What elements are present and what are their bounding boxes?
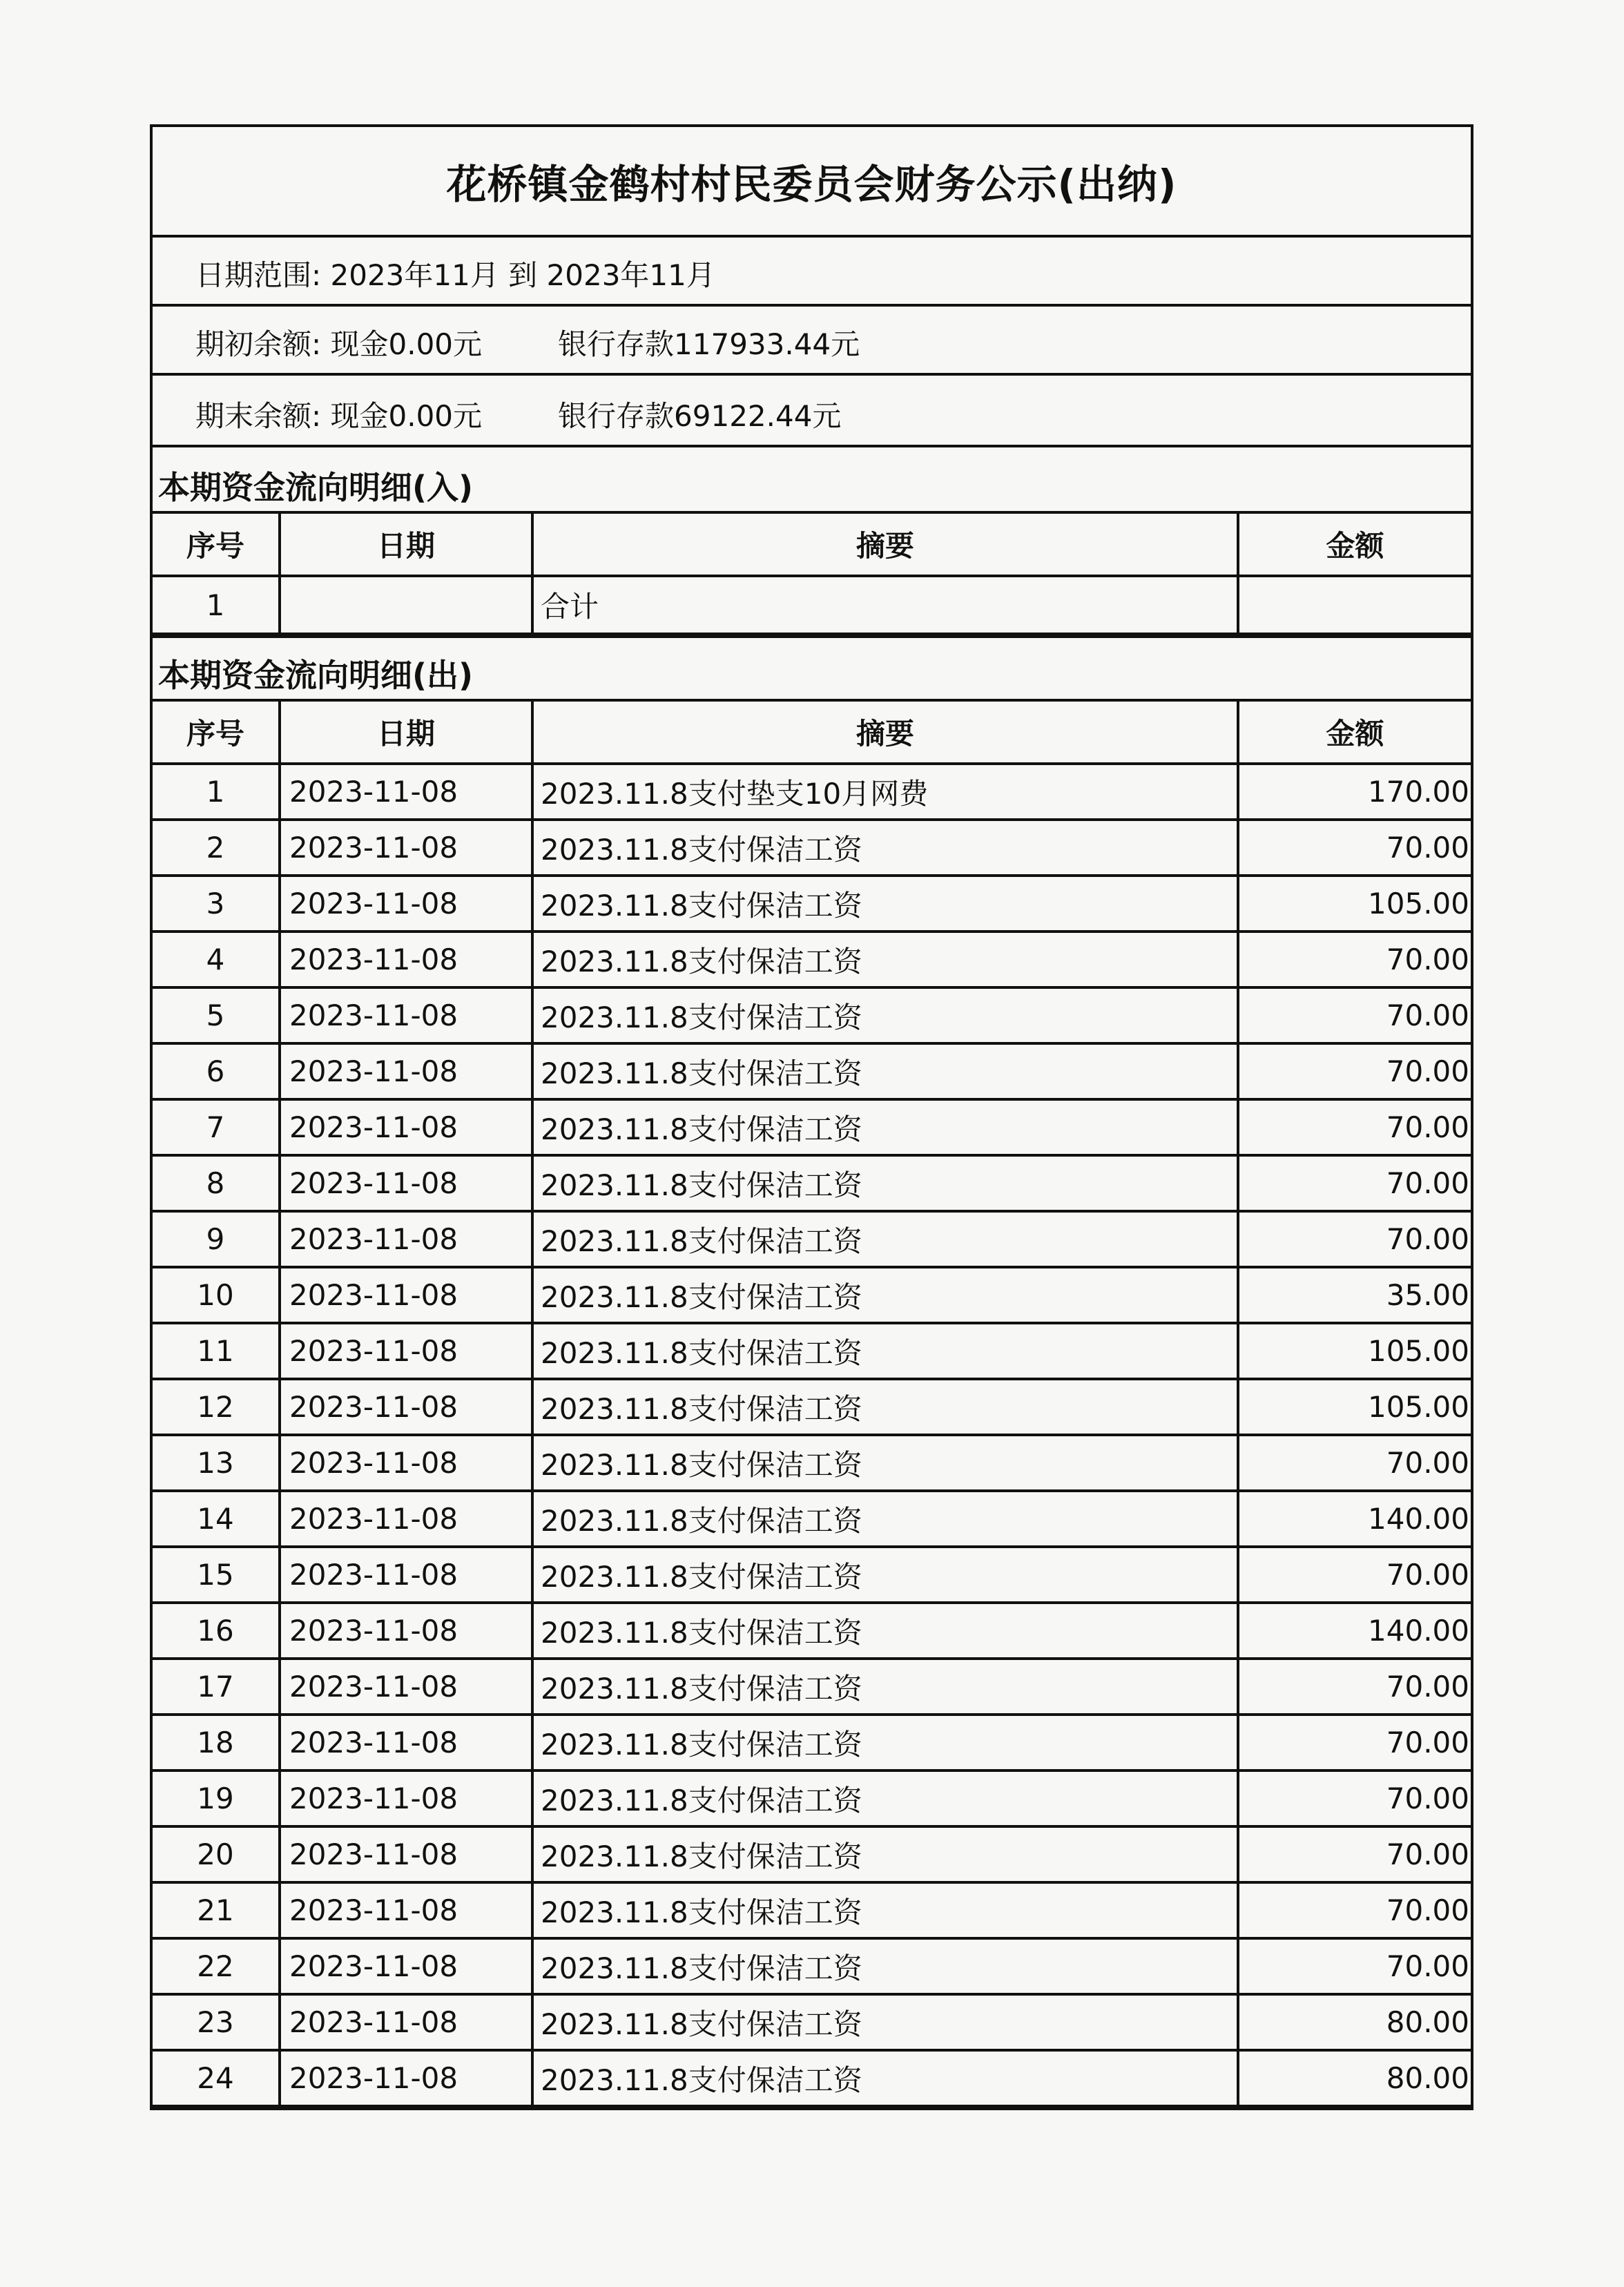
row-amount: 105.00 xyxy=(1238,876,1471,932)
row-number: 14 xyxy=(153,1491,280,1547)
table-row xyxy=(153,1043,1471,1099)
finance-disclosure-sheet xyxy=(150,124,1473,2110)
row-amount: 70.00 xyxy=(1238,1826,1471,1882)
row-number: 1 xyxy=(153,764,280,820)
row-number: 8 xyxy=(153,1155,280,1211)
row-number: 23 xyxy=(153,1994,280,2050)
table-row xyxy=(153,1770,1471,1826)
row-description: 2023.11.8支付保洁工资 xyxy=(532,1323,1238,1379)
date-range-row xyxy=(153,238,1471,307)
opening-cash: 期初余额: 现金0.00元 xyxy=(195,327,483,361)
row-number: 9 xyxy=(153,1211,280,1267)
expense-section-title: 本期资金流向明细(出) xyxy=(153,635,1471,699)
table-row xyxy=(153,932,1471,987)
row-date xyxy=(280,576,532,634)
row-number: 7 xyxy=(153,1099,280,1155)
row-amount: 80.00 xyxy=(1238,2050,1471,2106)
row-description: 2023.11.8支付保洁工资 xyxy=(532,820,1238,876)
table-row xyxy=(153,2050,1471,2106)
row-amount: 70.00 xyxy=(1238,1547,1471,1603)
header-amount: 金额 xyxy=(1238,512,1471,576)
row-number: 13 xyxy=(153,1435,280,1491)
row-description: 2023.11.8支付保洁工资 xyxy=(532,1882,1238,1938)
row-date: 2023-11-08 xyxy=(280,1938,532,1994)
row-date: 2023-11-08 xyxy=(280,1770,532,1826)
row-date: 2023-11-08 xyxy=(280,1323,532,1379)
row-amount: 70.00 xyxy=(1238,987,1471,1043)
table-row xyxy=(153,820,1471,876)
row-description: 2023.11.8支付保洁工资 xyxy=(532,876,1238,932)
header-no: 序号 xyxy=(153,700,280,764)
row-description: 2023.11.8支付保洁工资 xyxy=(532,1603,1238,1659)
row-amount: 105.00 xyxy=(1238,1323,1471,1379)
row-description: 2023.11.8支付保洁工资 xyxy=(532,1267,1238,1323)
row-description: 2023.11.8支付保洁工资 xyxy=(532,2050,1238,2106)
row-number: 12 xyxy=(153,1379,280,1435)
row-number: 24 xyxy=(153,2050,280,2106)
row-date: 2023-11-08 xyxy=(280,820,532,876)
row-amount: 105.00 xyxy=(1238,1379,1471,1435)
row-amount: 70.00 xyxy=(1238,1715,1471,1770)
row-date: 2023-11-08 xyxy=(280,764,532,820)
table-row xyxy=(153,1435,1471,1491)
row-amount: 140.00 xyxy=(1238,1491,1471,1547)
row-number: 21 xyxy=(153,1882,280,1938)
row-date: 2023-11-08 xyxy=(280,1547,532,1603)
table-row xyxy=(153,1491,1471,1547)
row-amount: 70.00 xyxy=(1238,1155,1471,1211)
row-date: 2023-11-08 xyxy=(280,1659,532,1715)
row-date: 2023-11-08 xyxy=(280,1491,532,1547)
closing-balance-row xyxy=(153,376,1471,445)
table-row xyxy=(153,1882,1471,1938)
header-desc: 摘要 xyxy=(532,512,1238,576)
row-date: 2023-11-08 xyxy=(280,1267,532,1323)
row-description: 2023.11.8支付保洁工资 xyxy=(532,1379,1238,1435)
row-number: 16 xyxy=(153,1603,280,1659)
row-number: 5 xyxy=(153,987,280,1043)
row-number: 18 xyxy=(153,1715,280,1770)
row-description: 2023.11.8支付保洁工资 xyxy=(532,1938,1238,1994)
row-amount: 70.00 xyxy=(1238,820,1471,876)
row-number: 4 xyxy=(153,932,280,987)
income-section-title: 本期资金流向明细(入) xyxy=(158,469,474,506)
opening-bank: 银行存款117933.44元 xyxy=(558,327,860,361)
row-amount: 70.00 xyxy=(1238,1659,1471,1715)
row-description: 2023.11.8支付保洁工资 xyxy=(532,1715,1238,1770)
date-range-text: 日期范围: 2023年11月 到 2023年11月 xyxy=(195,258,715,292)
income-table xyxy=(153,511,1471,635)
table-row xyxy=(153,1826,1471,1882)
table-row xyxy=(153,1659,1471,1715)
row-date: 2023-11-08 xyxy=(280,876,532,932)
row-date: 2023-11-08 xyxy=(280,1882,532,1938)
table-row xyxy=(153,764,1471,820)
table-row xyxy=(153,1323,1471,1379)
header-desc: 摘要 xyxy=(532,700,1238,764)
row-number: 19 xyxy=(153,1770,280,1826)
row-description: 合计 xyxy=(532,576,1238,634)
row-description: 2023.11.8支付保洁工资 xyxy=(532,1155,1238,1211)
row-description: 2023.11.8支付垫支10月网费 xyxy=(532,764,1238,820)
row-date: 2023-11-08 xyxy=(280,1043,532,1099)
row-date: 2023-11-08 xyxy=(280,1994,532,2050)
row-description: 2023.11.8支付保洁工资 xyxy=(532,1547,1238,1603)
row-number: 3 xyxy=(153,876,280,932)
row-date: 2023-11-08 xyxy=(280,1603,532,1659)
row-amount: 70.00 xyxy=(1238,1882,1471,1938)
row-amount: 70.00 xyxy=(1238,1770,1471,1826)
header-date: 日期 xyxy=(280,700,532,764)
opening-balance-row xyxy=(153,307,1471,376)
row-number: 1 xyxy=(153,576,280,634)
row-number: 22 xyxy=(153,1938,280,1994)
table-row xyxy=(153,1099,1471,1155)
row-number: 10 xyxy=(153,1267,280,1323)
table-row xyxy=(153,1155,1471,1211)
closing-bank: 银行存款69122.44元 xyxy=(558,399,842,433)
row-date: 2023-11-08 xyxy=(280,932,532,987)
table-row xyxy=(153,1547,1471,1603)
closing-cash: 期末余额: 现金0.00元 xyxy=(195,399,483,433)
table-row xyxy=(153,1379,1471,1435)
row-amount: 35.00 xyxy=(1238,1267,1471,1323)
row-date: 2023-11-08 xyxy=(280,1155,532,1211)
row-date: 2023-11-08 xyxy=(280,1435,532,1491)
table-row xyxy=(153,1994,1471,2050)
row-date: 2023-11-08 xyxy=(280,1379,532,1435)
header-date: 日期 xyxy=(280,512,532,576)
row-description: 2023.11.8支付保洁工资 xyxy=(532,1211,1238,1267)
table-row xyxy=(153,1211,1471,1267)
row-amount: 70.00 xyxy=(1238,1211,1471,1267)
table-row xyxy=(153,1715,1471,1770)
header-no: 序号 xyxy=(153,512,280,576)
row-number: 17 xyxy=(153,1659,280,1715)
page-title: 花桥镇金鹤村村民委员会财务公示(出纳) xyxy=(153,127,1471,238)
row-description: 2023.11.8支付保洁工资 xyxy=(532,1826,1238,1882)
table-row xyxy=(153,1267,1471,1323)
table-row xyxy=(153,987,1471,1043)
row-amount: 80.00 xyxy=(1238,1994,1471,2050)
row-description: 2023.11.8支付保洁工资 xyxy=(532,1994,1238,2050)
row-date: 2023-11-08 xyxy=(280,1099,532,1155)
row-number: 11 xyxy=(153,1323,280,1379)
row-description: 2023.11.8支付保洁工资 xyxy=(532,1659,1238,1715)
table-row xyxy=(153,1603,1471,1659)
row-amount: 70.00 xyxy=(1238,1938,1471,1994)
row-description: 2023.11.8支付保洁工资 xyxy=(532,1099,1238,1155)
row-number: 15 xyxy=(153,1547,280,1603)
table-row xyxy=(153,576,1471,634)
row-date: 2023-11-08 xyxy=(280,1211,532,1267)
row-number: 6 xyxy=(153,1043,280,1099)
row-description: 2023.11.8支付保洁工资 xyxy=(532,987,1238,1043)
row-amount: 70.00 xyxy=(1238,1099,1471,1155)
row-date: 2023-11-08 xyxy=(280,987,532,1043)
row-number: 20 xyxy=(153,1826,280,1882)
header-amount: 金额 xyxy=(1238,700,1471,764)
row-amount: 70.00 xyxy=(1238,1435,1471,1491)
expense-table xyxy=(153,699,1471,2107)
expense-header-row xyxy=(153,700,1471,764)
row-number: 2 xyxy=(153,820,280,876)
row-date: 2023-11-08 xyxy=(280,1826,532,1882)
row-amount: 70.00 xyxy=(1238,932,1471,987)
row-date: 2023-11-08 xyxy=(280,2050,532,2106)
row-description: 2023.11.8支付保洁工资 xyxy=(532,1770,1238,1826)
row-amount: 140.00 xyxy=(1238,1603,1471,1659)
row-amount xyxy=(1238,576,1471,634)
income-header-row xyxy=(153,512,1471,576)
row-amount: 170.00 xyxy=(1238,764,1471,820)
row-description: 2023.11.8支付保洁工资 xyxy=(532,1491,1238,1547)
row-description: 2023.11.8支付保洁工资 xyxy=(532,1043,1238,1099)
row-description: 2023.11.8支付保洁工资 xyxy=(532,1435,1238,1491)
table-row xyxy=(153,1938,1471,1994)
row-amount: 70.00 xyxy=(1238,1043,1471,1099)
row-date: 2023-11-08 xyxy=(280,1715,532,1770)
table-row xyxy=(153,876,1471,932)
row-description: 2023.11.8支付保洁工资 xyxy=(532,932,1238,987)
